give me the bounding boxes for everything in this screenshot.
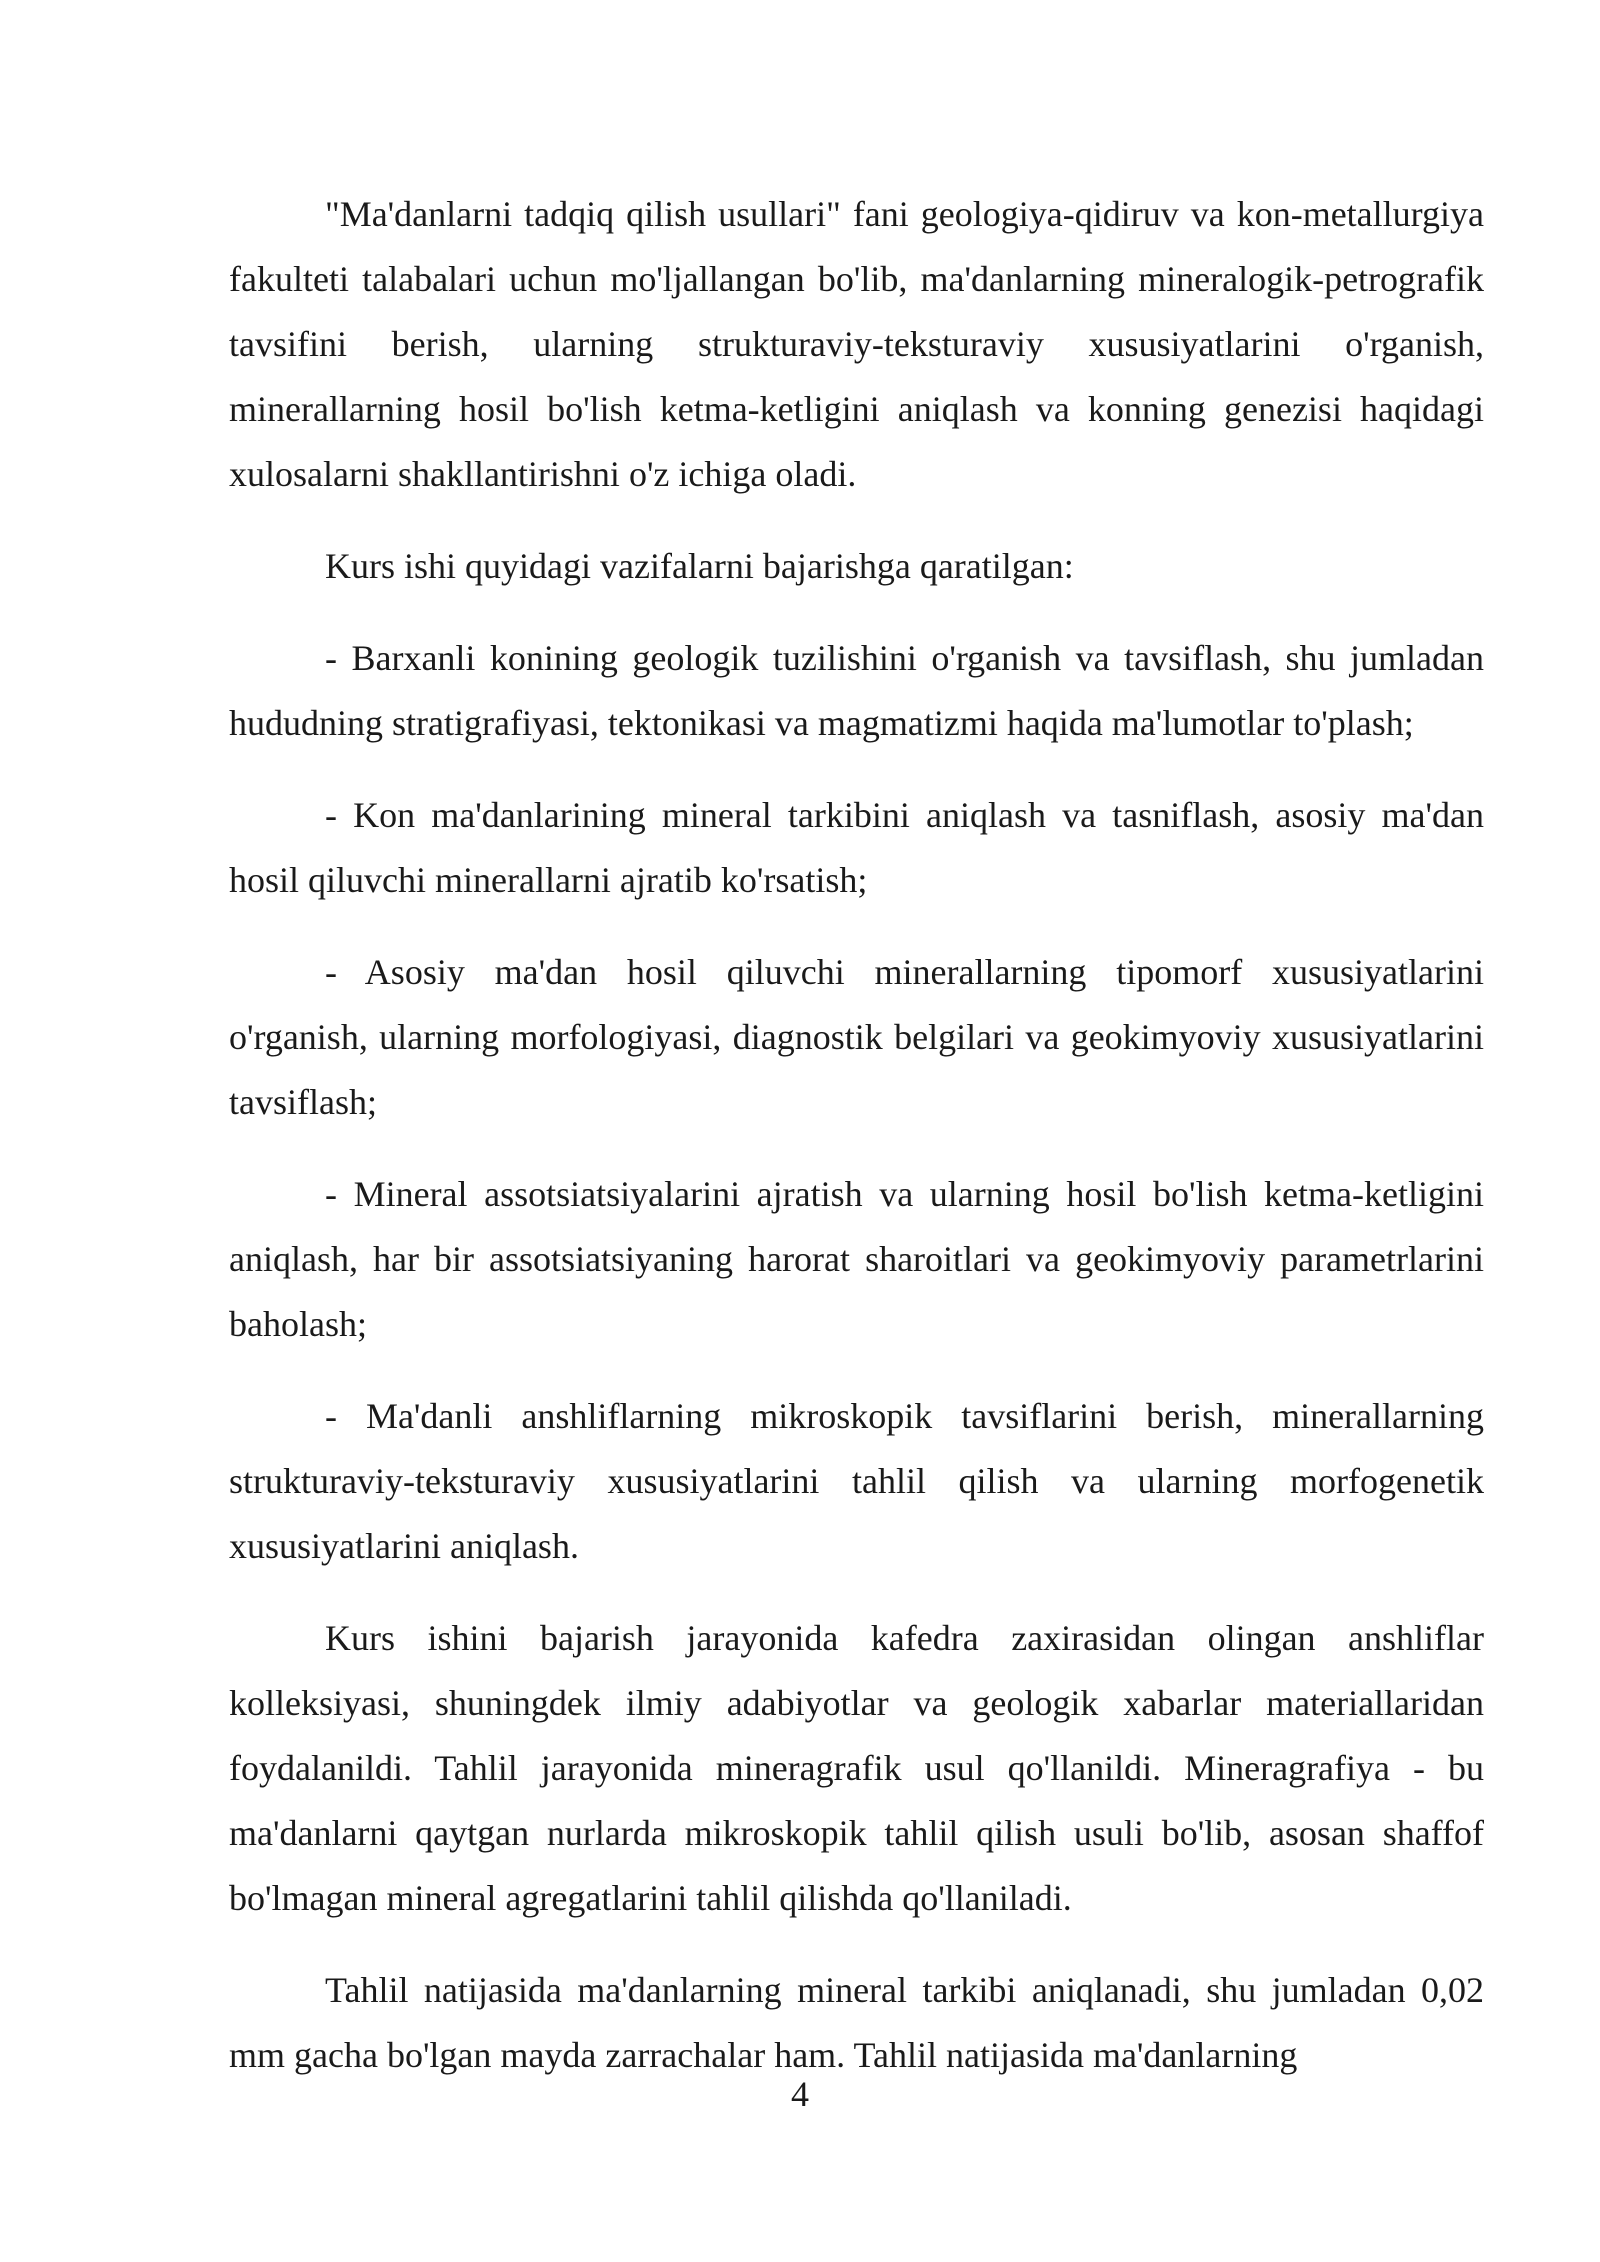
- page-number: 4: [791, 2074, 809, 2114]
- paragraph-methods: Kurs ishini bajarish jarayonida kafedra zaxirasidan olingan anshliflar kolleksiyasi, shuningdek ilmiy adabiyotlar va geologik xabarlar materiallaridan foydalanildi. Tahlil jarayonida mineragrafik usul qo'llanildi. Mineragrafiya - bu ma'danlarni qaytgan nurlarda mikroskopik tahlil qilish usuli bo'lib, asosan shaffof bo'lmagan mineral agregatlarini tahlil qilishda qo'llaniladi.: [229, 1618, 1484, 1918]
- list-item-mineral-composition: - Kon ma'danlarining mineral tarkibini aniqlash va tasniflash, asosiy ma'dan hosil qiluvchi minerallarni ajratib ko'rsatish;: [229, 795, 1484, 900]
- list-item-mineral-associations: - Mineral assotsiatsiyalarini ajratish va ularning hosil bo'lish ketma-ketligini aniqlash, har bir assotsiatsiyaning harorat sharoitlari va geokimyoviy parametrlarini baholash;: [229, 1174, 1484, 1344]
- paragraph-results: Tahlil natijasida ma'danlarning mineral tarkibi aniqlanadi, shu jumladan 0,02 mm gacha bo'lgan mayda zarrachalar ham. Tahlil natijasida ma'danlarning: [229, 1970, 1484, 2075]
- paragraph-course-description: "Ma'danlarni tadqiq qilish usullari" fani geologiya-qidiruv va kon-metallurgiya fakulteti talabalari uchun mo'ljallangan bo'lib, ma'danlarning mineralogik-petrografik tavsifini berish, ularning strukturaviy-teksturaviy xususiyatlarini o'rganish, minerallarning hosil bo'lish ketma-ketligini aniqlash va konning genezisi haqidagi xulosalarni shakllantirishni o'z ichiga oladi.: [229, 194, 1484, 494]
- list-item-geology: - Barxanli konining geologik tuzilishini o'rganish va tavsiflash, shu jumladan hududning stratigrafiyasi, tektonikasi va magmatizmi haqida ma'lumotlar to'plash;: [229, 638, 1484, 743]
- document-body: [229, 182, 1484, 2115]
- list-item-microscopic-descriptions: - Ma'danli anshliflarning mikroskopik tavsiflarini berish, minerallarning strukturaviy-teksturaviy xususiyatlarini tahlil qilish va ularning morfogenetik xususiyatlarini aniqlash.: [229, 1396, 1484, 1566]
- paragraph-tasks-intro: Kurs ishi quyidagi vazifalarni bajarishga qaratilgan:: [325, 546, 1074, 586]
- list-item-typomorphic-features: - Asosiy ma'dan hosil qiluvchi minerallarning tipomorf xususiyatlarini o'rganish, ularning morfologiyasi, diagnostik belgilari va geokimyoviy xususiyatlarini tavsiflash;: [229, 952, 1484, 1122]
